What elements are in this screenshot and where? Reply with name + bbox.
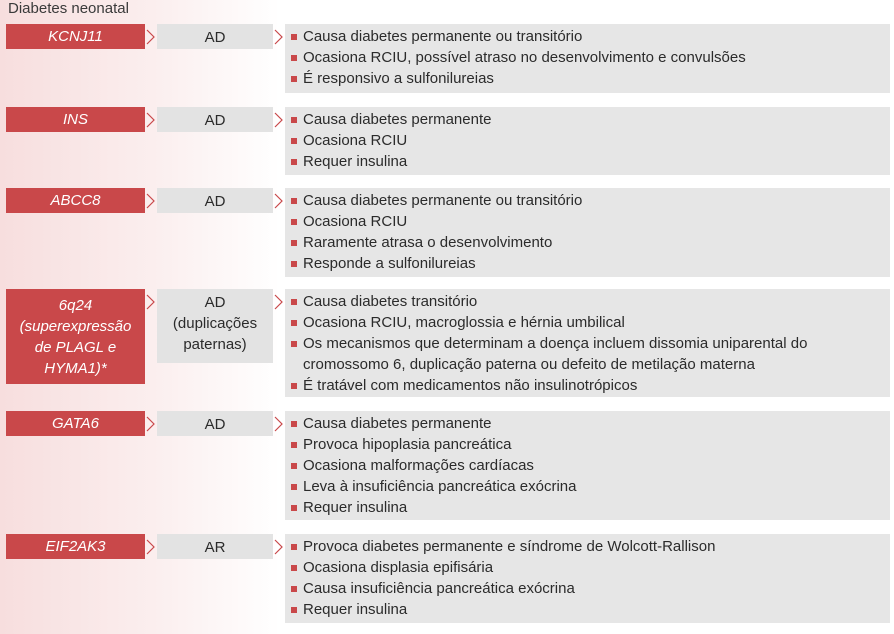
list-item: É tratável com medicamentos não insulinotrópicos [289, 375, 890, 396]
gene-label-kcnj11: KCNJ11 [6, 24, 145, 49]
gene-label-ins: INS [6, 107, 145, 132]
chevron-right-icon [146, 294, 156, 310]
inheritance-eif2ak3: AR [157, 534, 273, 559]
list-item: Responde a sulfonilureias [289, 253, 890, 274]
bullet-square-icon [291, 607, 297, 613]
list-item: Ocasiona malformações cardíacas [289, 455, 890, 476]
inheritance-6q24: AD (duplicações paternas) [157, 289, 273, 363]
features-ins [285, 107, 890, 175]
list-item: Causa diabetes permanente [289, 109, 890, 130]
inheritance-ins: AD [157, 107, 273, 132]
chevron-right-icon [274, 539, 284, 555]
list-item: Raramente atrasa o desenvolvimento [289, 232, 890, 253]
chevron-right-icon [274, 193, 284, 209]
inheritance-gata6: AD [157, 411, 273, 436]
bullet-square-icon [291, 34, 297, 40]
list-item: Ocasiona RCIU, macroglossia e hérnia umbilical [289, 312, 890, 333]
list-item: Requer insulina [289, 151, 890, 172]
bullet-square-icon [291, 299, 297, 305]
features-kcnj11 [285, 24, 890, 93]
chevron-right-icon [274, 416, 284, 432]
features-6q24 [285, 289, 890, 397]
gene-label-abcc8: ABCC8 [6, 188, 145, 213]
bullet-square-icon [291, 505, 297, 511]
chevron-right-icon [146, 193, 156, 209]
bullet-square-icon [291, 117, 297, 123]
bullet-square-icon [291, 421, 297, 427]
list-item: Causa diabetes permanente ou transitório [289, 26, 890, 47]
list-item: Requer insulina [289, 599, 890, 620]
bullet-square-icon [291, 565, 297, 571]
list-item: Ocasiona RCIU [289, 130, 890, 151]
bullet-square-icon [291, 198, 297, 204]
bullet-square-icon [291, 463, 297, 469]
list-item: Causa diabetes permanente [289, 413, 890, 434]
section-heading: Diabetes neonatal [8, 0, 129, 17]
bullet-square-icon [291, 76, 297, 82]
gene-label-6q24: 6q24 (superexpressão de PLAGL e HYMA1)* [6, 289, 145, 384]
bullet-square-icon [291, 240, 297, 246]
list-item: Ocasiona displasia epifisária [289, 557, 890, 578]
list-item: Causa insuficiência pancreática exócrina [289, 578, 890, 599]
list-item: Os mecanismos que determinam a doença incluem dissomia uniparental do cromossomo 6, duplicação paterna ou defeito de metilação materna [289, 333, 890, 375]
chevron-right-icon [146, 112, 156, 128]
chevron-right-icon [274, 29, 284, 45]
list-item: Provoca diabetes permanente e síndrome de Wolcott-Rallison [289, 536, 890, 557]
features-gata6 [285, 411, 890, 520]
bullet-square-icon [291, 159, 297, 165]
list-item: Causa diabetes transitório [289, 291, 890, 312]
features-eif2ak3 [285, 534, 890, 623]
bullet-square-icon [291, 138, 297, 144]
list-item: Ocasiona RCIU, possível atraso no desenvolvimento e convulsões [289, 47, 890, 68]
features-abcc8 [285, 188, 890, 277]
bullet-square-icon [291, 320, 297, 326]
chevron-right-icon [274, 112, 284, 128]
list-item: É responsivo a sulfonilureias [289, 68, 890, 89]
bullet-square-icon [291, 261, 297, 267]
chevron-right-icon [146, 416, 156, 432]
gene-label-gata6: GATA6 [6, 411, 145, 436]
list-item: Ocasiona RCIU [289, 211, 890, 232]
inheritance-kcnj11: AD [157, 24, 273, 49]
bullet-square-icon [291, 442, 297, 448]
bullet-square-icon [291, 586, 297, 592]
inheritance-abcc8: AD [157, 188, 273, 213]
list-item: Leva à insuficiência pancreática exócrina [289, 476, 890, 497]
bullet-square-icon [291, 341, 297, 347]
bullet-square-icon [291, 55, 297, 61]
chevron-right-icon [146, 539, 156, 555]
bullet-square-icon [291, 219, 297, 225]
gene-label-eif2ak3: EIF2AK3 [6, 534, 145, 559]
list-item: Provoca hipoplasia pancreática [289, 434, 890, 455]
list-item: Requer insulina [289, 497, 890, 518]
bullet-square-icon [291, 383, 297, 389]
chevron-right-icon [274, 294, 284, 310]
bullet-square-icon [291, 484, 297, 490]
list-item: Causa diabetes permanente ou transitório [289, 190, 890, 211]
chevron-right-icon [146, 29, 156, 45]
bullet-square-icon [291, 544, 297, 550]
